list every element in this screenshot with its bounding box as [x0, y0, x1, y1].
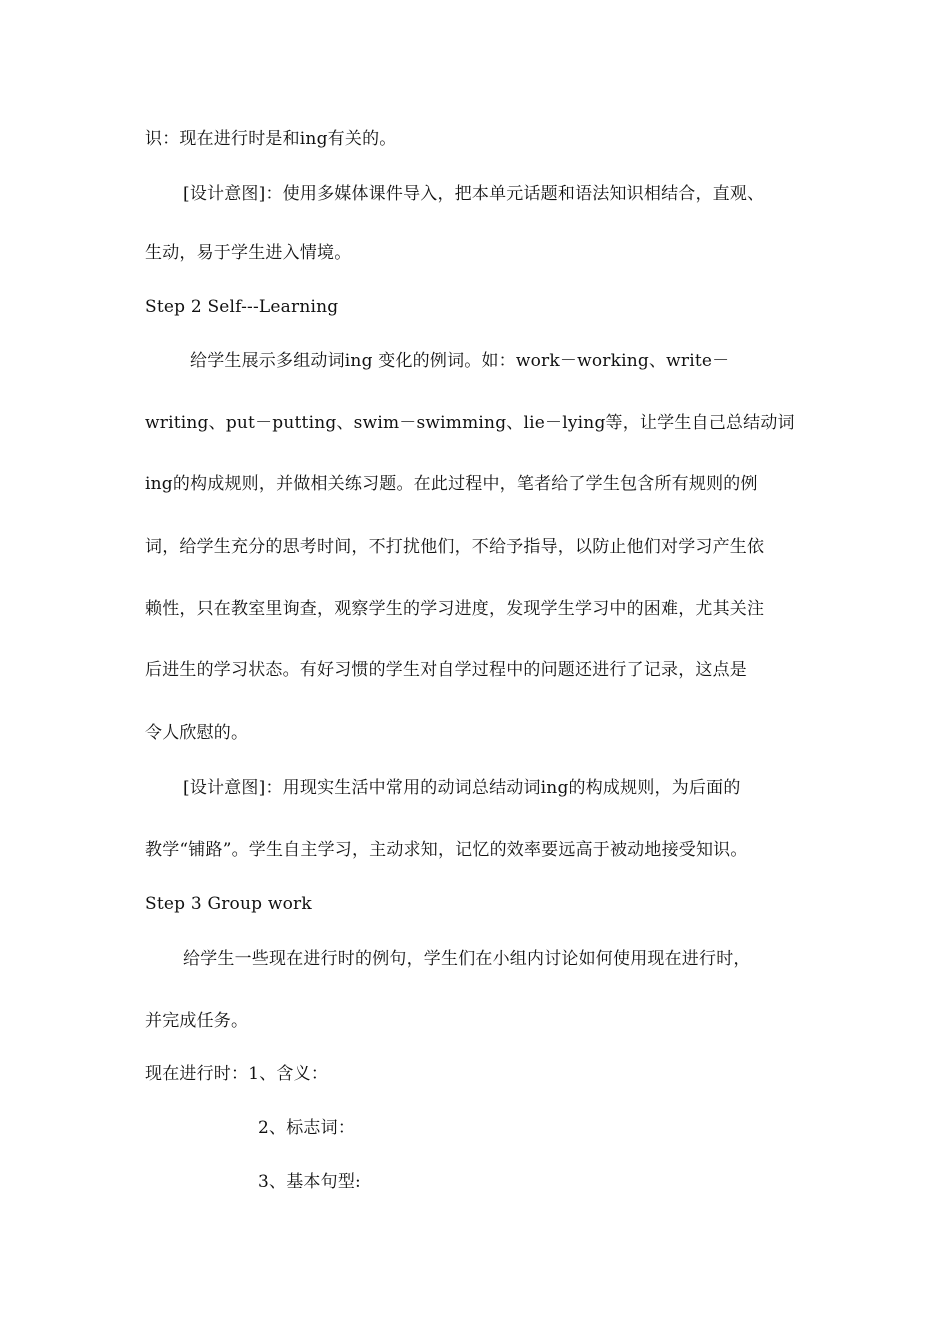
paragraph-line: 赖性，只在教室里询查，观察学生的学习进度，发现学生学习中的困难，尤其关注: [145, 599, 765, 619]
list-item: 现在进行时：1、含义：: [145, 1064, 329, 1084]
paragraph-line: 识：现在进行时是和ing有关的。: [145, 129, 397, 149]
step-heading: Step 2 Self---Learning: [145, 297, 339, 317]
list-item: 3、基本句型:: [258, 1172, 361, 1192]
step-heading: Step 3 Group work: [145, 894, 312, 914]
paragraph-line: 令人欣慰的。: [145, 723, 249, 743]
design-intent-line: [设计意图]：用现实生活中常用的动词总结动词ing的构成规则，为后面的: [183, 778, 741, 798]
paragraph-line: ing的构成规则，并做相关练习题。在此过程中，笔者给了学生包含所有规则的例: [145, 474, 758, 494]
design-intent-line: [设计意图]：使用多媒体课件导入，把本单元话题和语法知识相结合，直观、: [183, 184, 765, 204]
paragraph-line: 生动，易于学生进入情境。: [145, 243, 352, 263]
list-item: 2、标志词：: [258, 1118, 356, 1138]
paragraph-line: 词，给学生充分的思考时间，不打扰他们，不给予指导，以防止他们对学习产生依: [145, 537, 765, 557]
paragraph-line: 并完成任务。: [145, 1011, 249, 1031]
paragraph-line: 后进生的学习状态。有好习惯的学生对自学过程中的问题还进行了记录，这点是: [145, 660, 747, 680]
paragraph-line: 给学生一些现在进行时的例句，学生们在小组内讨论如何使用现在进行时，: [183, 949, 751, 969]
paragraph-line: writing、put－putting、swim－swimming、lie－lying等，让学生自己总结动词: [145, 413, 795, 433]
paragraph-line: 给学生展示多组动词ing 变化的例词。如：work－working、write－: [190, 351, 730, 371]
paragraph-line: 教学“铺路”。学生自主学习，主动求知，记忆的效率要远高于被动地接受知识。: [145, 840, 748, 860]
